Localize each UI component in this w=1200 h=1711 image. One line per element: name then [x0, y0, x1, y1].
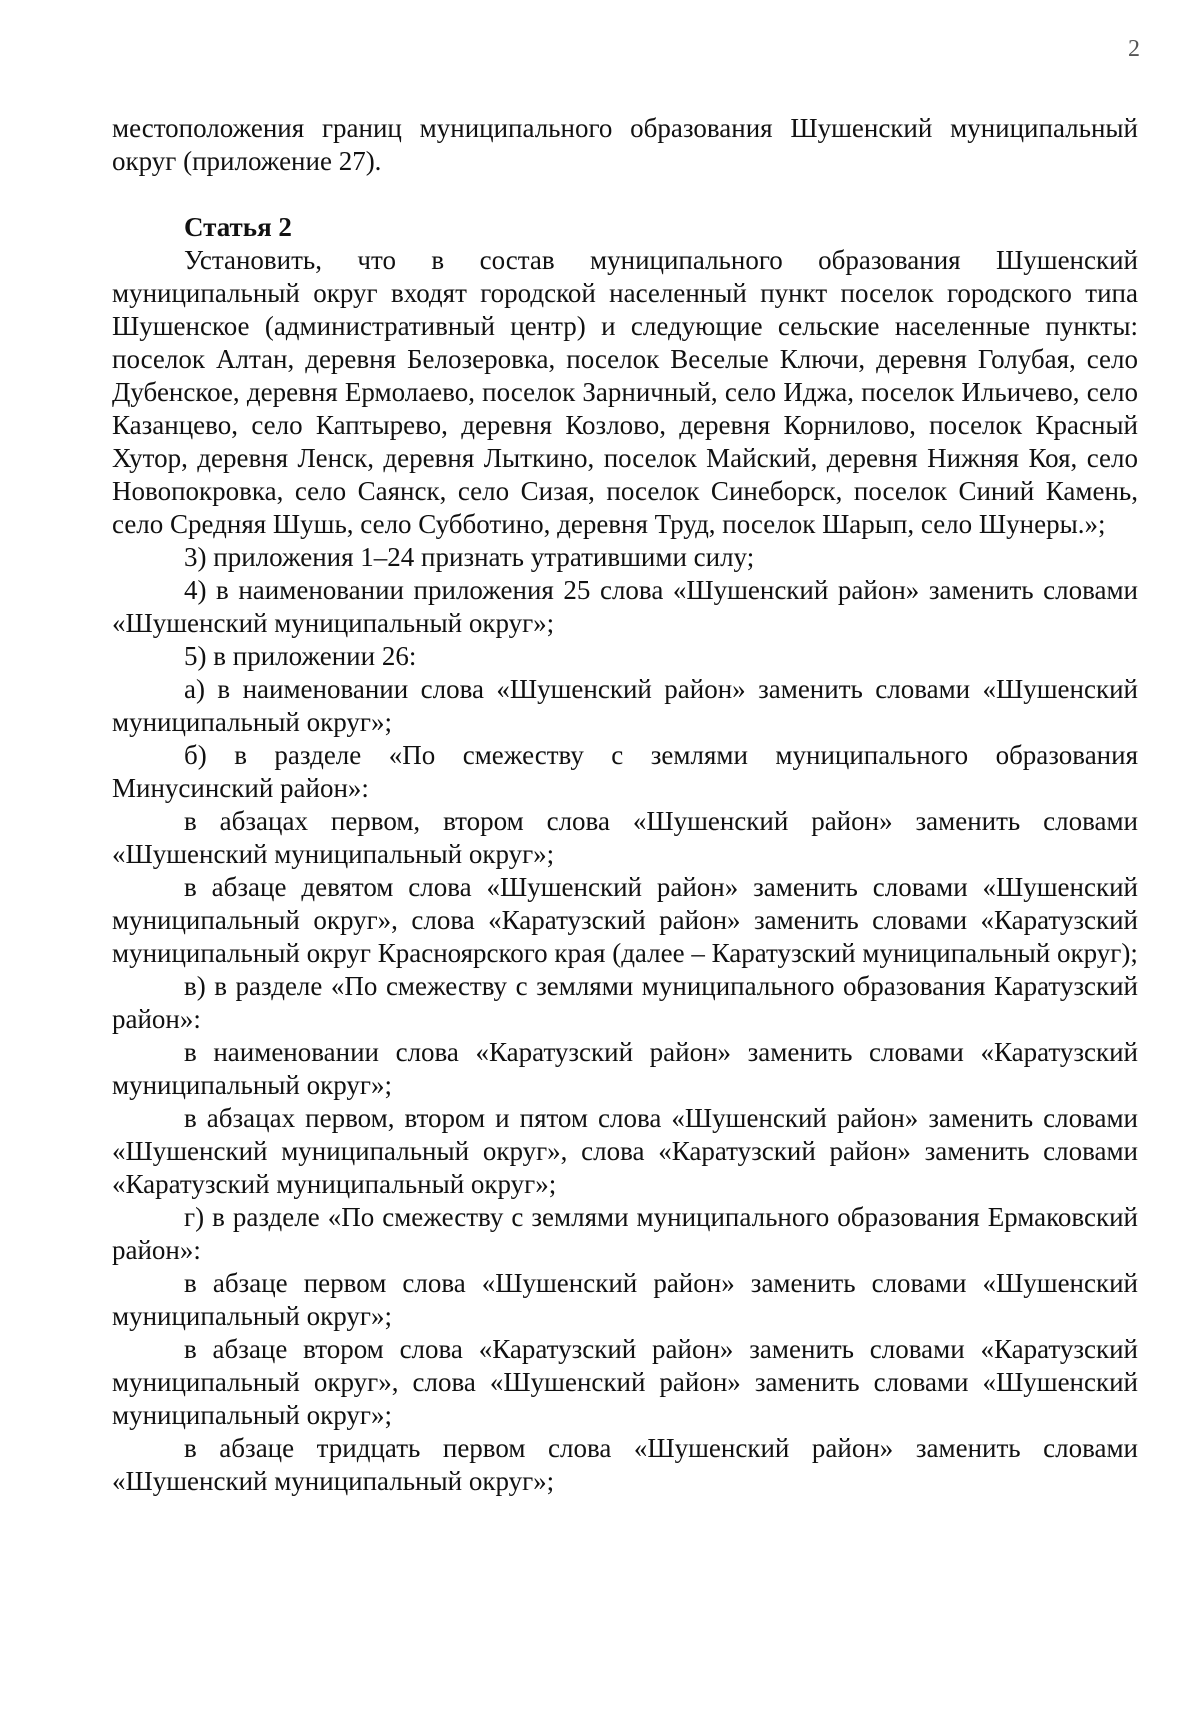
paragraph: в абзаце девятом слова «Шушенский район» заменить словами «Шушенский муниципальный округ», слова «Каратузский район» заменить словами «Каратузский муниципальный округ Красноярского края (далее – Каратузский муниципальный округ); — [112, 872, 1138, 968]
paragraph: 4) в наименовании приложения 25 слова «Шушенский район» заменить словами «Шушенский муниципальный округ»; — [112, 575, 1138, 638]
paragraph: 3) приложения 1–24 признать утратившими силу; — [184, 542, 755, 572]
paragraph: в наименовании слова «Каратузский район» заменить словами «Каратузский муниципальный округ»; — [112, 1037, 1138, 1100]
paragraph: в абзаце первом слова «Шушенский район» заменить словами «Шушенский муниципальный округ»; — [112, 1268, 1138, 1331]
paragraph: в абзаце тридцать первом слова «Шушенский район» заменить словами «Шушенский муниципальный округ»; — [112, 1433, 1138, 1496]
paragraph: Установить, что в состав муниципального образования Шушенский муниципальный округ входят городской населенный пункт поселок городского типа Шушенское (административный центр) и следующие сельские населенные пункты: поселок Алтан, деревня Белозеровка, поселок Веселые Ключи, деревня Голубая, село Дубенское, деревня Ермолаево, поселок Зарничный, село Иджа, поселок Ильичево, село Казанцево, село Каптырево, деревня Козлово, деревня Корнилово, поселок Красный Хутор, деревня Ленск, деревня Лыткино, поселок Майский, деревня Нижняя Коя, село Новопокровка, село Саянск, село Сизая, поселок Синеборск, поселок Синий Камень, село Средняя Шушь, село Субботино, деревня Труд, поселок Шарып, село Шунеры.»; — [112, 245, 1138, 539]
page-number: 2 — [1128, 36, 1140, 62]
paragraph: а) в наименовании слова «Шушенский район» заменить словами «Шушенский муниципальный округ»; — [112, 674, 1138, 737]
paragraph: г) в разделе «По смежеству с землями муниципального образования Ермаковский район»: — [112, 1202, 1138, 1265]
paragraph: в) в разделе «По смежеству с землями муниципального образования Каратузский район»: — [112, 971, 1138, 1034]
paragraph: в абзацах первом, втором слова «Шушенский район» заменить словами «Шушенский муниципальный округ»; — [112, 806, 1138, 869]
paragraph: б) в разделе «По смежеству с землями муниципального образования Минусинский район»: — [112, 740, 1138, 803]
paragraph: в абзацах первом, втором и пятом слова «Шушенский район» заменить словами «Шушенский муниципальный округ», слова «Каратузский район» заменить словами «Каратузский муниципальный округ»; — [112, 1103, 1138, 1199]
paragraph-continuation: местоположения границ муниципального образования Шушенский муниципальный округ (приложение 27). — [112, 113, 1138, 176]
paragraph: в абзаце втором слова «Каратузский район» заменить словами «Каратузский муниципальный округ», слова «Шушенский район» заменить словами «Шушенский муниципальный округ»; — [112, 1334, 1138, 1430]
article-heading: Статья 2 — [184, 212, 292, 242]
document-body — [112, 112, 1138, 1498]
paragraph: 5) в приложении 26: — [184, 641, 417, 671]
